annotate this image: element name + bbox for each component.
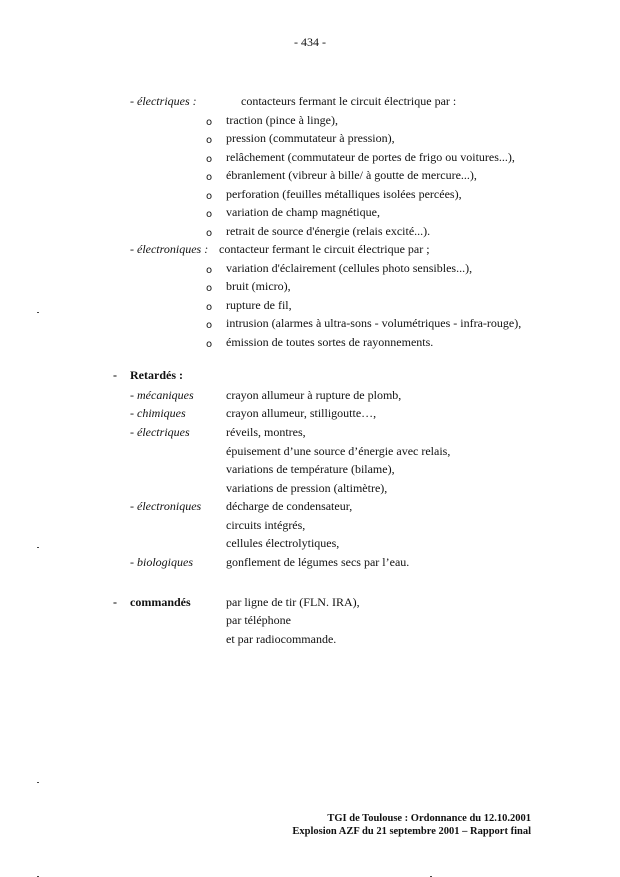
- retardes-heading: Retardés :: [130, 368, 183, 382]
- list-item: par téléphone: [226, 613, 291, 627]
- category-text: variations de pression (altimètre),: [226, 481, 388, 495]
- bullet-icon: o: [206, 172, 213, 183]
- bullet-icon: o: [206, 320, 213, 331]
- list-item-text: pression (commutateur à pression),: [226, 131, 395, 145]
- category-text: circuits intégrés,: [226, 518, 306, 532]
- bullet-icon: o: [206, 117, 213, 128]
- electriques-label: - électriques :: [130, 94, 197, 108]
- scan-speck: [37, 782, 39, 783]
- bullet-icon: o: [206, 228, 213, 239]
- list-item: et par radiocommande.: [226, 632, 337, 646]
- footer-line-2: Explosion AZF du 21 septembre 2001 – Rapport final: [292, 826, 531, 837]
- list-item-text: rupture de fil,: [226, 298, 292, 312]
- bullet-icon: o: [206, 339, 213, 350]
- category-text: réveils, montres,: [226, 425, 306, 439]
- category-label: - électroniques: [130, 499, 202, 513]
- page-number: - 434 -: [294, 35, 326, 49]
- bullet-icon: o: [206, 135, 213, 146]
- bullet-icon: o: [206, 265, 213, 276]
- category-label: - électriques: [130, 425, 190, 439]
- category-text: épuisement d’une source d’énergie avec relais,: [226, 444, 451, 458]
- category-label: - biologiques: [130, 555, 193, 569]
- scan-speck: [37, 312, 39, 313]
- electroniques-intro: contacteur fermant le circuit électrique par ;: [219, 242, 430, 256]
- category-text: variations de température (bilame),: [226, 462, 395, 476]
- category-text: crayon allumeur à rupture de plomb,: [226, 388, 402, 402]
- list-item-text: bruit (micro),: [226, 279, 291, 293]
- list-item-text: variation d'éclairement (cellules photo sensibles...),: [226, 261, 473, 275]
- scan-speck: [37, 547, 39, 548]
- category-text: crayon allumeur, stilligoutte…,: [226, 406, 377, 420]
- list-item-text: relâchement (commutateur de portes de frigo ou voitures...),: [226, 150, 515, 164]
- bullet-icon: o: [206, 283, 213, 294]
- category-label: - mécaniques: [130, 388, 194, 402]
- list-item: par ligne de tir (FLN. IRA),: [226, 595, 360, 609]
- electroniques-label: - électroniques :: [130, 242, 209, 256]
- list-item-text: traction (pince à linge),: [226, 113, 338, 127]
- commandes-heading: commandés: [130, 595, 191, 609]
- category-label: - chimiques: [130, 406, 186, 420]
- list-item-text: retrait de source d'énergie (relais excité...).: [226, 224, 431, 238]
- category-text: gonflement de légumes secs par l’eau.: [226, 555, 410, 569]
- list-item-text: perforation (feuilles métalliques isolées percées),: [226, 187, 462, 201]
- list-item-text: intrusion (alarmes à ultra-sons - volumétriques - infra-rouge),: [226, 316, 522, 330]
- list-item-text: émission de toutes sortes de rayonnements.: [226, 335, 434, 349]
- list-item-text: variation de champ magnétique,: [226, 205, 380, 219]
- bullet-icon: o: [206, 191, 213, 202]
- retardes-dash: -: [113, 368, 117, 382]
- bullet-icon: o: [206, 302, 213, 313]
- list-item-text: ébranlement (vibreur à bille/ à goutte de mercure...),: [226, 168, 477, 182]
- footer-line-1: TGI de Toulouse : Ordonnance du 12.10.2001: [327, 813, 531, 824]
- bullet-icon: o: [206, 209, 213, 220]
- bullet-icon: o: [206, 154, 213, 165]
- commandes-dash: -: [113, 595, 117, 609]
- category-text: cellules électrolytiques,: [226, 536, 340, 550]
- category-text: décharge de condensateur,: [226, 499, 353, 513]
- electriques-intro: contacteurs fermant le circuit électrique par :: [241, 94, 457, 108]
